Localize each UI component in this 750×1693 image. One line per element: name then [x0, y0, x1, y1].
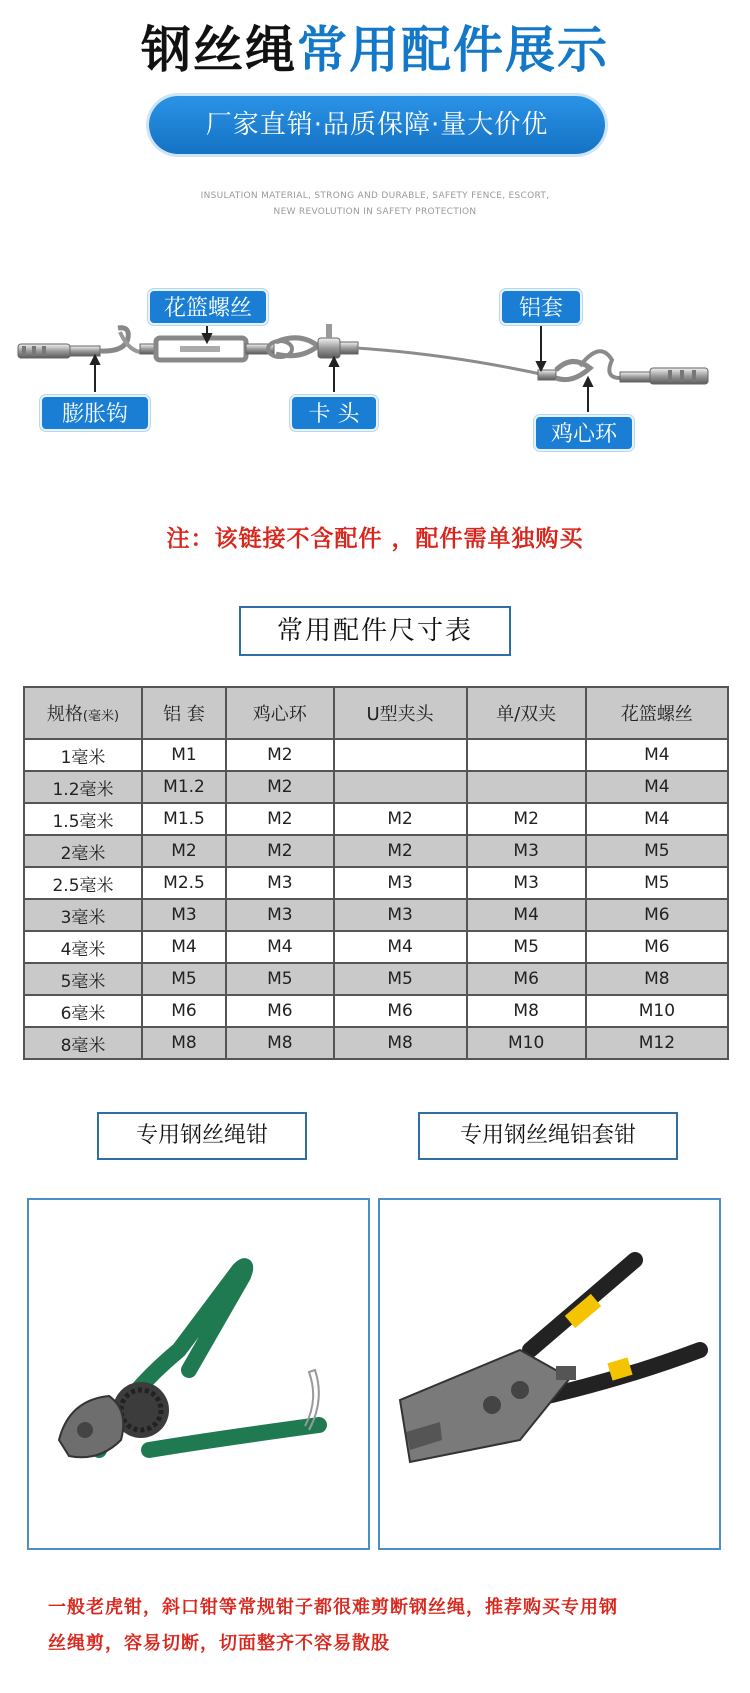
size-cell: M1.2	[142, 771, 226, 803]
size-cell: M6	[334, 995, 467, 1027]
assembly-diagram	[0, 280, 750, 480]
english-tagline-line2: NEW REVOLUTION IN SAFETY PROTECTION	[273, 207, 477, 217]
table-row	[24, 739, 728, 771]
size-cell	[334, 739, 467, 771]
spec-cell: 4毫米	[24, 931, 142, 963]
size-cell: M4	[586, 803, 728, 835]
size-cell: M5	[467, 931, 586, 963]
sleeve-crimper-photo	[378, 1198, 721, 1550]
size-cell: M6	[586, 899, 728, 931]
header-col: 铝 套	[142, 687, 226, 739]
header-col: 单/双夹	[467, 687, 586, 739]
expansion-bolt-right	[620, 368, 708, 384]
english-tagline-line1: INSULATION MATERIAL, STRONG AND DURABLE, SAFETY FENCE, ESCORT,	[200, 191, 550, 201]
header-col: 鸡心环	[226, 687, 334, 739]
size-cell: M8	[334, 1027, 467, 1059]
header-col: 花篮螺丝	[586, 687, 728, 739]
accessories-not-included-note: 注：该链接不含配件 ，配件需单独购买	[166, 526, 584, 552]
label-turnbuckle: 花篮螺丝	[148, 289, 268, 325]
size-cell: M5	[334, 963, 467, 995]
size-cell: M4	[226, 931, 334, 963]
table-row	[24, 803, 728, 835]
tool-recommendation-text	[48, 1590, 708, 1662]
cable-cutter-photo	[27, 1198, 370, 1550]
size-cell	[467, 739, 586, 771]
size-table-header-row	[24, 687, 728, 739]
label-clamp: 卡 头	[290, 395, 378, 431]
size-cell: M4	[142, 931, 226, 963]
size-cell: M2	[226, 771, 334, 803]
size-cell: M4	[467, 899, 586, 931]
size-cell: M2	[334, 803, 467, 835]
header-spec-unit: (毫米)	[82, 709, 120, 724]
sleeve-crimper-illustration	[380, 1200, 721, 1550]
spec-cell: 2.5毫米	[24, 867, 142, 899]
table-row	[24, 899, 728, 931]
slogan-banner: 厂家直销·品质保障·量大价优	[149, 96, 605, 154]
size-table	[23, 686, 729, 1060]
size-cell: M5	[142, 963, 226, 995]
sleeve-crimper-title: 专用钢丝绳铝套钳	[418, 1112, 678, 1160]
table-row	[24, 835, 728, 867]
size-cell: M2	[467, 803, 586, 835]
size-cell: M8	[586, 963, 728, 995]
size-table-title: 常用配件尺寸表	[239, 606, 511, 656]
spec-cell: 8毫米	[24, 1027, 142, 1059]
size-cell: M2	[226, 739, 334, 771]
table-row	[24, 995, 728, 1027]
spec-cell: 1毫米	[24, 739, 142, 771]
label-thimble: 鸡心环	[534, 415, 634, 451]
table-row	[24, 1027, 728, 1059]
recommendation-line2: 丝绳剪，容易切断，切面整齐不容易散股	[48, 1633, 390, 1654]
table-row	[24, 771, 728, 803]
label-expansion-hook: 膨胀钩	[40, 395, 150, 431]
size-cell: M6	[467, 963, 586, 995]
size-cell: M12	[586, 1027, 728, 1059]
size-cell: M5	[226, 963, 334, 995]
page-title	[0, 18, 750, 82]
spec-cell: 5毫米	[24, 963, 142, 995]
size-cell: M3	[226, 899, 334, 931]
size-cell: M6	[226, 995, 334, 1027]
size-cell: M5	[586, 867, 728, 899]
size-cell: M3	[142, 899, 226, 931]
header-spec	[24, 687, 142, 739]
title-black-part: 钢丝绳	[141, 20, 297, 79]
size-cell: M8	[226, 1027, 334, 1059]
size-cell: M3	[226, 867, 334, 899]
size-table-body	[24, 739, 728, 1059]
size-cell: M2	[334, 835, 467, 867]
english-tagline	[0, 188, 750, 220]
cable-cutter-title: 专用钢丝绳钳	[97, 1112, 307, 1160]
size-cell: M4	[586, 771, 728, 803]
size-cell: M4	[586, 739, 728, 771]
expansion-bolt-left	[18, 328, 128, 358]
size-cell: M10	[467, 1027, 586, 1059]
spec-cell: 3毫米	[24, 899, 142, 931]
table-row	[24, 963, 728, 995]
size-cell: M5	[586, 835, 728, 867]
size-cell: M8	[467, 995, 586, 1027]
size-cell: M3	[467, 867, 586, 899]
table-row	[24, 867, 728, 899]
spec-cell: 1.2毫米	[24, 771, 142, 803]
size-cell: M2	[226, 835, 334, 867]
size-cell: M1	[142, 739, 226, 771]
size-cell	[334, 771, 467, 803]
size-cell: M8	[142, 1027, 226, 1059]
size-cell: M10	[586, 995, 728, 1027]
size-cell: M3	[334, 867, 467, 899]
size-cell: M1.5	[142, 803, 226, 835]
table-row	[24, 931, 728, 963]
spec-cell: 6毫米	[24, 995, 142, 1027]
recommendation-line1: 一般老虎钳，斜口钳等常规钳子都很难剪断钢丝绳，推荐购买专用钢	[48, 1597, 618, 1618]
size-cell	[467, 771, 586, 803]
size-cell: M3	[334, 899, 467, 931]
header-spec-label: 规格	[46, 704, 83, 725]
size-cell: M6	[142, 995, 226, 1027]
size-cell: M3	[467, 835, 586, 867]
size-cell: M4	[334, 931, 467, 963]
size-cell: M6	[586, 931, 728, 963]
title-blue-part: 常用配件展示	[297, 21, 609, 79]
label-aluminum-sleeve: 铝套	[500, 289, 582, 325]
thimble-right	[538, 351, 620, 380]
size-cell: M2	[142, 835, 226, 867]
wire-rope	[356, 348, 550, 376]
spec-cell: 1.5毫米	[24, 803, 142, 835]
header-col: U型夹头	[334, 687, 467, 739]
size-cell: M2	[226, 803, 334, 835]
spec-cell: 2毫米	[24, 835, 142, 867]
cable-cutter-illustration	[29, 1200, 370, 1550]
wire-rope-assembly-illustration	[0, 280, 750, 480]
size-cell: M2.5	[142, 867, 226, 899]
